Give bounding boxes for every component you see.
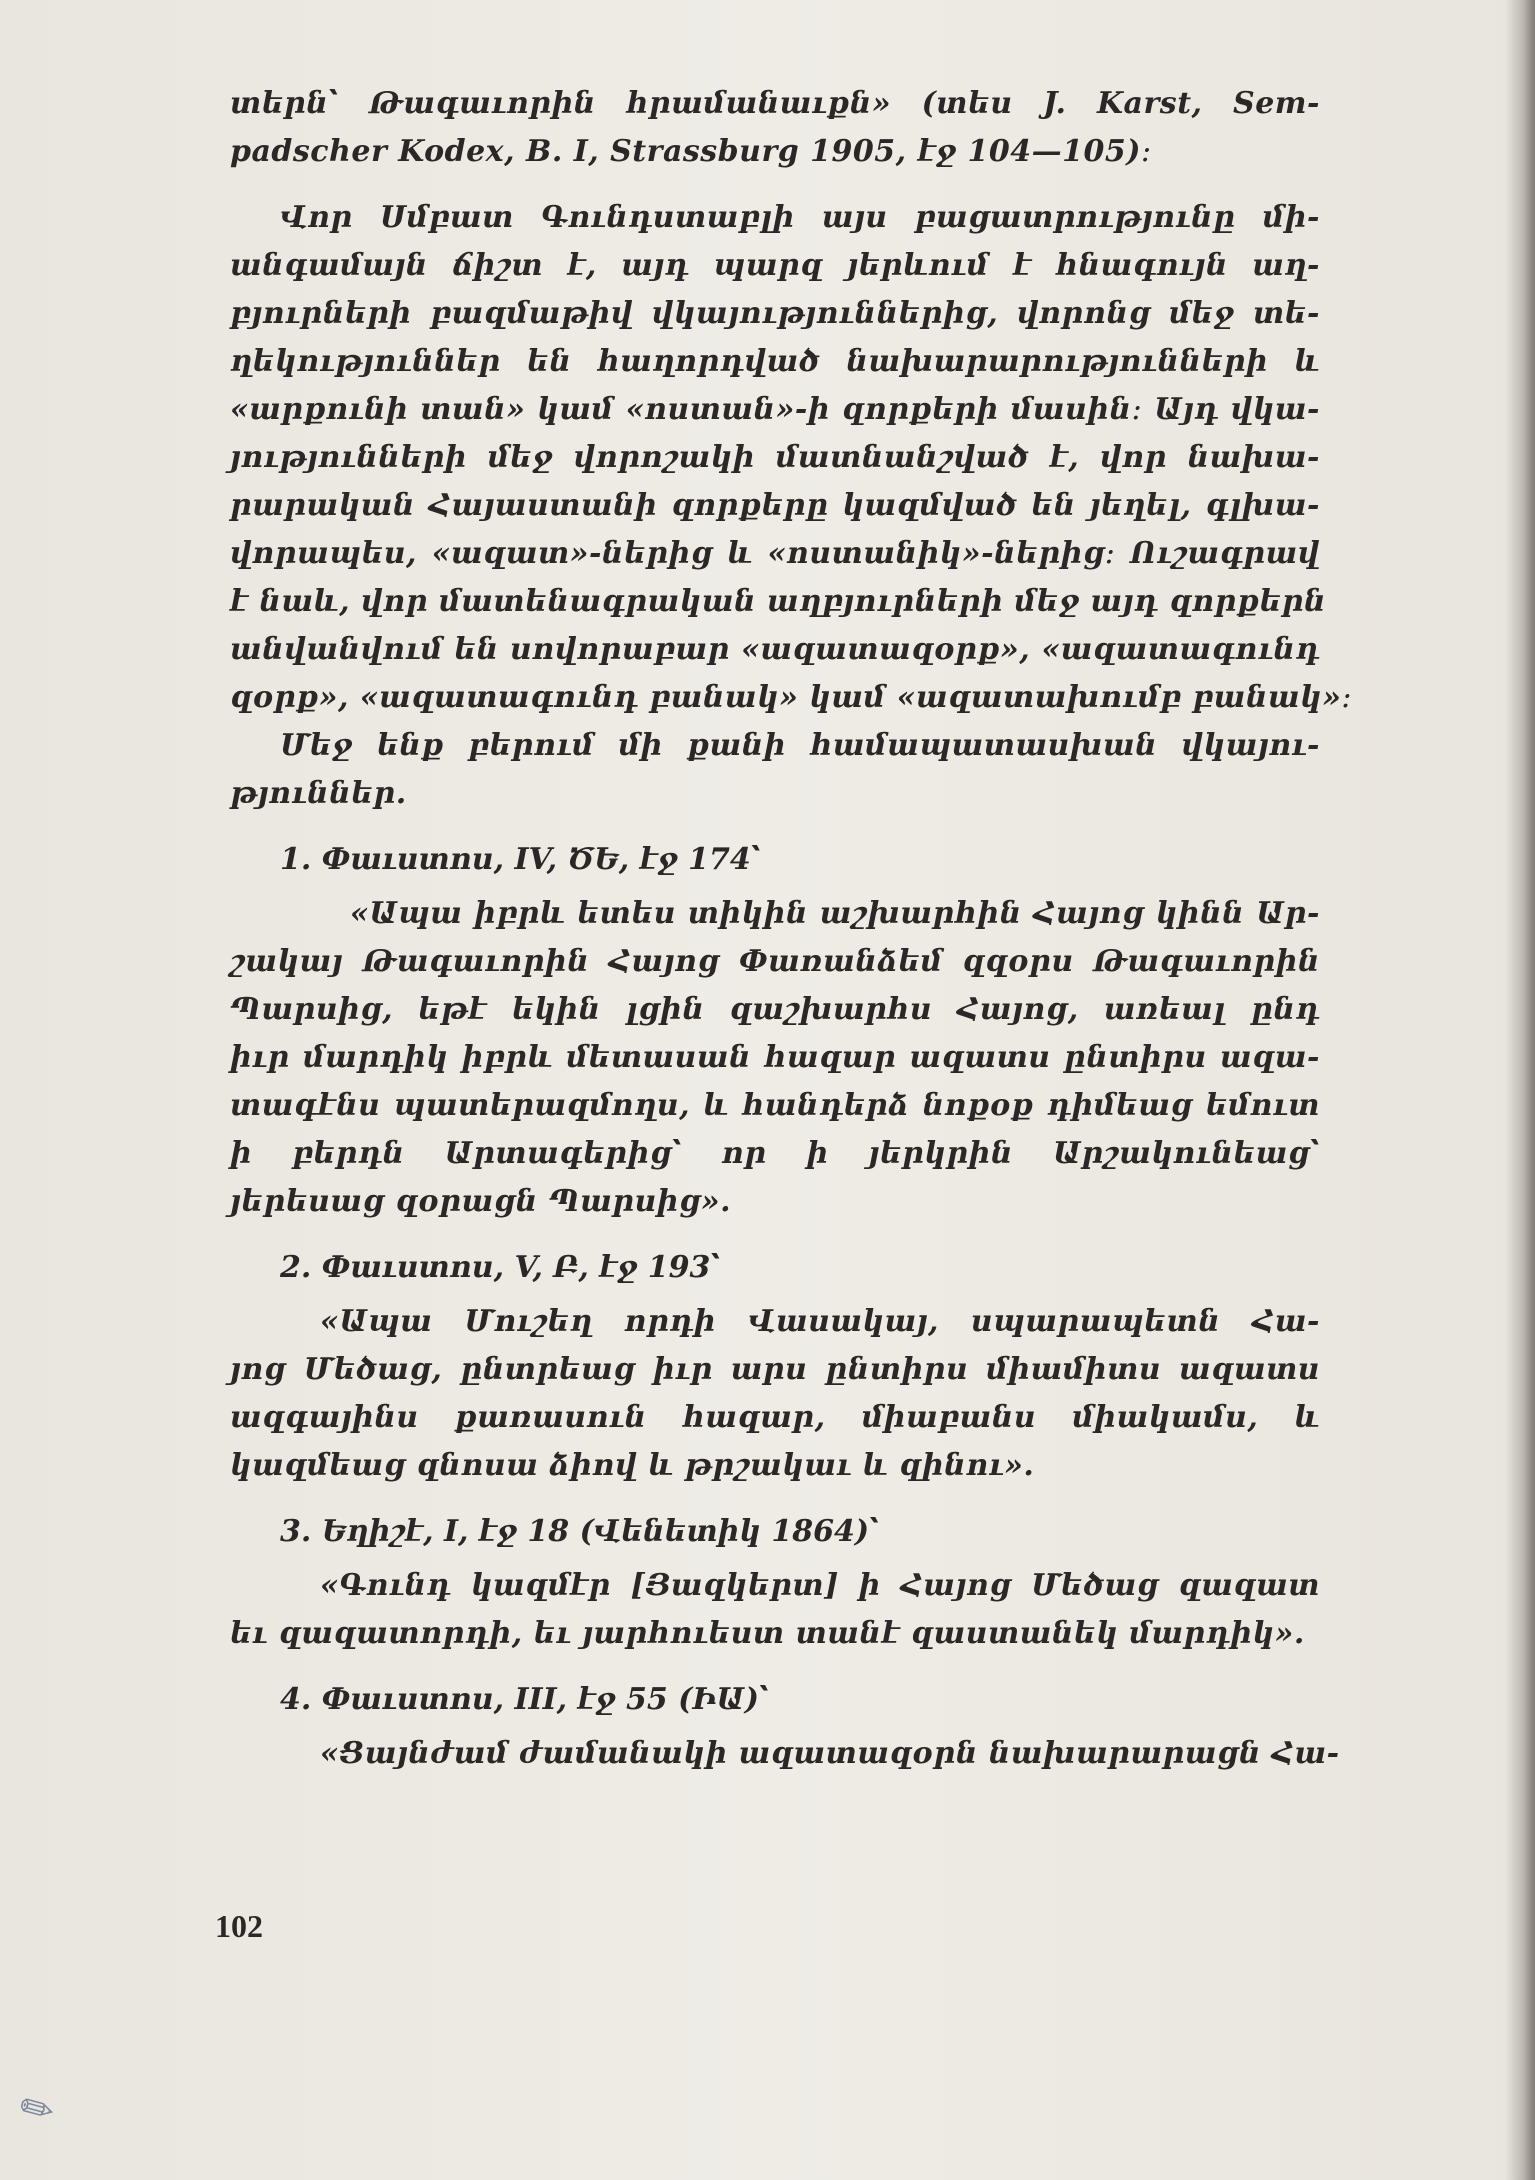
text-line: է նաև, վոր մատենագրական աղբյուրների մեջ այդ զորքերն — [230, 584, 1327, 619]
text-line: յությունների մեջ վորոշակի մատնանշված է, վոր նախա- — [230, 440, 1320, 475]
text-line: անգամայն ճիշտ է, այդ պարզ յերևում է հնագույն աղ- — [230, 248, 1320, 283]
text-line: զօրք», «ազատագունդ բանակ» կամ «ազատախումբ բանակ»։ — [230, 680, 1353, 715]
text-line: բյուրների բազմաթիվ վկայություններից, վորոնց մեջ տե- — [230, 296, 1320, 331]
quote-line: «Ապա իբրև ետես տիկին աշխարհին Հայոց կինն Ար- — [350, 896, 1320, 931]
page-number: 102 — [215, 1908, 263, 1944]
text-line: անվանվում են սովորաբար «ազատազօրք», «ազատագունդ — [230, 632, 1320, 667]
quote-heading: 1. Փաւստոս, IV, ԾԵ, էջ 174՝ — [280, 842, 761, 877]
text-line: տերն՝ Թագաւորին հրամանաւքն» (տես J. Karst, Sem- — [230, 86, 1320, 121]
quote-line: «Ցայնժամ ժամանակի ազատազօրն նախարարացն Հա- — [320, 1736, 1340, 1771]
text-line: Մեջ ենք բերում մի քանի համապատասխան վկայու- — [280, 728, 1320, 763]
quote-line: յերեսաց զօրացն Պարսից». — [230, 1184, 732, 1219]
text-line: «արքունի տան» կամ «ոստան»-ի զորքերի մասին։ Այդ վկա- — [230, 392, 1320, 427]
quote-line: տագէնս պատերազմողս, և հանդերձ նոքօք դիմեաց եմուտ — [230, 1088, 1320, 1123]
quote-line: ի բերդն Արտագերից՝ որ ի յերկրին Արշակունեաց՝ — [230, 1136, 1320, 1171]
quote-line: շակայ Թագաւորին Հայոց Փառանձեմ զզօրս Թագաւորին — [230, 944, 1320, 979]
quote-heading: 4. Փաւստոս, III, էջ 55 (ԻԱ)՝ — [280, 1682, 769, 1717]
text-line: ղեկություններ են հաղորդված նախարարությունների և — [230, 344, 1320, 379]
text-line: padscher Kodex, B. I, Strassburg 1905, էջ 104—105)։ — [230, 134, 1152, 169]
ink-stain-icon: ✎ — [11, 2081, 64, 2139]
quote-heading: 2. Փաւստոս, V, Բ, էջ 193՝ — [280, 1250, 721, 1285]
quote-line: յոց Մեծաց, ընտրեաց իւր արս ընտիրս միամիտս ազատս — [230, 1352, 1320, 1387]
quote-line: ազգայինս քառասուն հազար, միաբանս միակամս, և — [230, 1400, 1320, 1435]
page-text — [230, 80, 1353, 1778]
quote-heading: 3. Եղիշէ, I, էջ 18 (Վենետիկ 1864)՝ — [280, 1514, 879, 1549]
text-line: վորապես, «ազատ»-ներից և «ոստանիկ»-ներից։ Ուշագրավ — [230, 536, 1320, 571]
text-line: րարական Հայաստանի զորքերը կազմված են յեղել, գլխա- — [230, 488, 1320, 523]
quote-line: իւր մարդիկ իբրև մետասան հազար ազատս ընտիրս ազա- — [230, 1040, 1320, 1075]
quote-line: կազմեաց զնոսա ձիով և թրշակաւ և զինու». — [230, 1448, 1035, 1483]
text-line: թյուններ․ — [230, 776, 407, 811]
quote-line: Պարսից, եթէ եկին լցին զաշխարհս Հայոց, առեալ ընդ — [230, 992, 1320, 1027]
quote-line: «Ապա Մուշեղ որդի Վասակայ, սպարապետն Հա- — [320, 1304, 1320, 1339]
text-line: Վոր Սմբատ Գունդստաբլի այս բացատրությունը մի- — [280, 200, 1320, 235]
quote-line: եւ զազատորդի, եւ յարհուեստ տանէ զաստանեկ մարդիկ». — [230, 1616, 1305, 1651]
quote-line: «Գունդ կազմէր [Յազկերտ] ի Հայոց Մեծաց զազատ — [320, 1568, 1320, 1603]
page-edge-shadow — [1505, 0, 1535, 2180]
